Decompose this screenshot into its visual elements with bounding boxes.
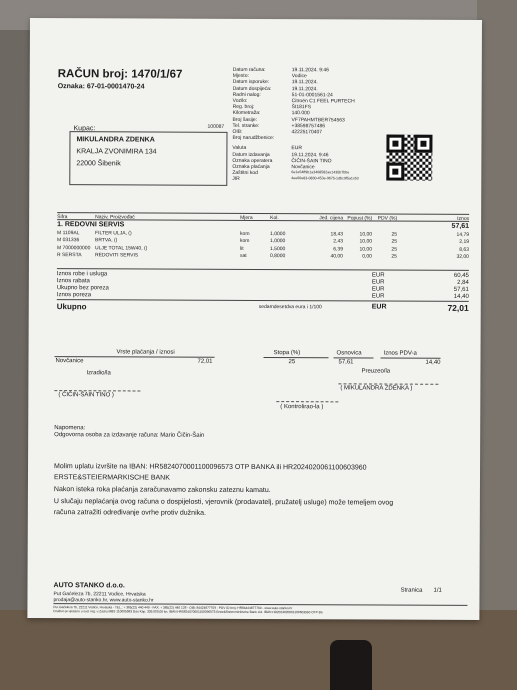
table-cell: ULJE TOTAL 15W40, () [94, 245, 148, 252]
grand-label: Ukupno [56, 302, 87, 312]
table-cell: 25 [391, 238, 398, 245]
table-cell: 0,00 [362, 253, 372, 260]
table-bottom-line [57, 268, 469, 271]
payment-header: Vrste plaćanja / iznosi [116, 349, 175, 356]
meta-value: ČIČIN-ŠAIN TINO [291, 157, 332, 165]
total-label: Iznos robe i usluga [56, 271, 108, 278]
payment-amount: 72,01 [197, 358, 213, 365]
tax-base-label: Osnovica [336, 350, 362, 357]
table-cell: M 031336 [57, 237, 80, 244]
total-value: 2,84 [457, 279, 469, 286]
meta-value: ŠI181FS [291, 104, 312, 111]
meta-label: Datum dospijeća: [232, 85, 272, 92]
total-label: Ukupno bez poreza [56, 285, 109, 292]
table-cell: 10,00 [359, 246, 373, 253]
grand-words: sedamdesetdva eura i 1/100 [258, 304, 322, 311]
total-value: 57,61 [453, 286, 469, 293]
table-cell: 25 [391, 246, 398, 253]
footer-legal-2: Društvo je upisano u sud. reg. u Zadru MBS 110005583 Dan Kap. 335.000,00 kn; IBAN HR5824070001100096573 Erste&Steiermärkische Bank d.d. IBAN HR2024020061100603960 OTP Ba [53, 609, 323, 615]
table-header-cell: Iznos [457, 215, 470, 222]
table-cell: 25 [391, 231, 398, 238]
meta-value: 19.11.2024. 9:46 [291, 67, 329, 74]
grand-total: 72,01 [447, 302, 469, 313]
total-currency: EUR [371, 279, 385, 286]
tax-base: 57,61 [338, 359, 354, 366]
footer-legal-1: Put Gaćeleza 7b, 22211 Vodice, Hrvatska - TEL.: + 385(22) 440 440 - FAX: + 385(22) 440 128 - OIB: 84424877769 - PDV ID broj: HR84424877769 - www.auto-stanko.hr [53, 605, 293, 611]
tax-line-2 [334, 357, 374, 358]
total-label: Iznos rabata [56, 278, 90, 285]
interest-text: Nakon isteka roka plaćanja zaračunavamo zakonsku zateznu kamatu. [53, 486, 271, 495]
background-floor [0, 610, 517, 690]
meta-label: Mjesto: [232, 73, 249, 80]
background-right [477, 0, 517, 690]
table-cell: 2,43 [333, 238, 344, 245]
table-cell: 32,00 [456, 254, 469, 261]
table-cell: 40,00 [330, 253, 343, 260]
note-text: Odgovorna osoba za izdavanje računa: Mario Čičin-Šain [54, 432, 205, 439]
meta-label: Datum izdavanja [232, 151, 270, 158]
buyer-label: Kupac: [73, 125, 96, 133]
total-currency: EUR [371, 286, 385, 293]
invoice-title: RAČUN broj: 1470/1/67 [57, 68, 183, 81]
footer-email: prodaja@auto-stanko.hr, www.auto-stanko.hr [53, 597, 154, 604]
footer-address: Put Gaćeleza 7b, 22211 Vodice, Hrvatska [53, 591, 146, 598]
enforcement-text-1: U slučaju neplaćanja ovog računa o dospijelosti, vjerovnik (prodavatelj, pružatelj usluge) može temeljem ovog [53, 498, 394, 507]
buyer-street: KRALJA ZVONIMIRA 134 [76, 148, 157, 156]
tax-rate-label: Stopa (%) [273, 350, 301, 357]
meta-label: Broj narudžbenice: [232, 135, 275, 142]
footer-page-label: Stranica [400, 587, 423, 594]
table-cell: FILTER ULJA, () [95, 230, 132, 237]
meta-label: Datum isporuke: [232, 79, 270, 86]
table-cell: 10,00 [359, 238, 373, 245]
meta-value: Novčanice [291, 164, 315, 171]
table-cell: 1,0000 [270, 231, 286, 238]
tax-line-1 [264, 357, 329, 358]
meta-value: 140.000 [291, 110, 310, 117]
iban-bank: ERSTE&STEIERMARKISCHE BANK [53, 474, 170, 482]
meta-value: Vodice [291, 73, 307, 80]
table-header-cell: Šifra [57, 213, 68, 220]
meta-label: Valuta [232, 145, 247, 152]
meta-value: +38598757486 [291, 122, 326, 130]
receiver-name: ( MIKULANDRA ZDENKA ) [340, 385, 413, 392]
meta-label: Zaštitni kod [232, 170, 258, 177]
table-cell: 14,79 [456, 231, 470, 238]
control-label: ( Kontrolirao-la ) [280, 404, 324, 411]
total-currency: EUR [371, 272, 385, 279]
issued-label: Izradio/la [86, 370, 111, 377]
table-cell: kom [240, 230, 250, 237]
grand-top-line [57, 299, 469, 302]
table-cell: kom [240, 238, 250, 245]
meta-value: EUR [291, 145, 303, 152]
table-header-cell: Jed. cijena [319, 214, 344, 221]
meta-label: Datum računa: [232, 66, 266, 74]
meta-value: 19.11.2024. [291, 79, 318, 86]
table-cell: 18,43 [330, 231, 344, 238]
total-currency: EUR [371, 293, 385, 300]
table-cell: R SERSTA [56, 252, 82, 259]
table-cell: M 1109AL [57, 230, 80, 237]
meta-value: 19.11.2024. [291, 85, 318, 92]
tax-line-3 [381, 358, 441, 359]
table-header-cell: PDV (%) [377, 215, 398, 222]
table-header-cell: Popust (%) [347, 214, 373, 221]
table-cell: 10,00 [359, 231, 373, 238]
table-cell: 1,0000 [270, 238, 286, 245]
table-cell: lit [239, 245, 244, 252]
footer-company: AUTO STANKO d.o.o. [53, 582, 125, 590]
tax-amount-label: Iznos PDV-a [383, 350, 417, 357]
control-line [276, 401, 338, 402]
total-label: Iznos poreza [56, 292, 92, 299]
table-cell: BRTVA, () [95, 237, 118, 244]
table-cell: M 7000000000 [56, 244, 91, 252]
meta-value: 4ee60e83-0830-453e-9675-1dbc9f5a1c63 [291, 176, 359, 181]
table-cell: 25 [391, 253, 397, 260]
meta-label: Kilometraža: [232, 110, 261, 117]
table-header-cell: Naziv, Proizvođač [95, 213, 135, 220]
section-title: 1. REDOVNI SERVIS [57, 221, 125, 229]
meta-label: JIR [232, 176, 240, 183]
meta-label: Oznaka operatera [232, 157, 273, 164]
fiscal-qr-code [386, 135, 432, 181]
meta-label: Vozilo: [232, 97, 248, 104]
payment-method: Novčanice [55, 358, 84, 365]
tax-amount: 14,40 [425, 359, 441, 366]
issuer-name: ( ČIČIN-ŠAIN TINO ) [58, 392, 114, 399]
meta-value: 51-01-0001561-24 [291, 91, 333, 99]
meta-label: Reg. broj: [232, 104, 255, 111]
enforcement-text-2: računa zatražiti određivanje ovrhe protiv dužnika. [53, 509, 206, 517]
buyer-city: 22000 Šibenik [76, 160, 121, 168]
table-cell: 6,39 [333, 246, 344, 253]
meta-label: Oznaka plaćanja [232, 163, 270, 171]
total-value: 60,45 [453, 272, 469, 279]
section-total: 57,61 [451, 222, 470, 230]
table-cell: 0,8000 [269, 253, 286, 260]
invoice-code: Oznaka: 67-01-0001470-24 [57, 83, 145, 91]
meta-value: 6e1e54ff9b1a3408582ae1435b7bbe [291, 170, 350, 175]
table-cell: 2,19 [459, 239, 470, 246]
total-value: 14,40 [453, 293, 469, 300]
invoice-paper [27, 18, 482, 620]
note-title: Napomena: [54, 425, 86, 432]
tax-rate: 25 [288, 359, 296, 366]
meta-value: VF7PAHMTBER754563 [291, 116, 345, 123]
table-header-cell: Mjera [240, 214, 253, 221]
meta-value: Citroën C1 FEEL PURTECH [291, 98, 355, 105]
meta-value: 42225170407 [291, 129, 323, 136]
table-cell: 8,63 [459, 246, 470, 253]
grand-currency: EUR [371, 303, 387, 311]
footer-page: 1/1 [433, 587, 442, 594]
table-cell: sat [239, 253, 247, 260]
meta-label: Radni nalog: [232, 91, 261, 98]
buyer-name: MIKULANDRA ZDENKA [76, 136, 155, 144]
meta-value: 19.11.2024. 9:46 [291, 151, 329, 158]
meta-label: OIB: [232, 128, 243, 135]
received-label: Preuzeo/la [361, 368, 391, 375]
table-cell: REDOVITI SERVIS [94, 252, 139, 259]
table-cell: 1,5000 [269, 245, 286, 252]
table-header-cell: Kol. [270, 214, 279, 221]
buyer-code: 100087 [207, 123, 225, 130]
background-shoe [330, 640, 372, 690]
meta-label: Broj šasije: [232, 116, 258, 123]
iban-text: Molim uplatu izvršite na IBAN: HR5824070001100096573 OTP BANKA ili HR2024020061100603960 [54, 463, 367, 472]
meta-label: Tel. stranke: [232, 122, 260, 129]
